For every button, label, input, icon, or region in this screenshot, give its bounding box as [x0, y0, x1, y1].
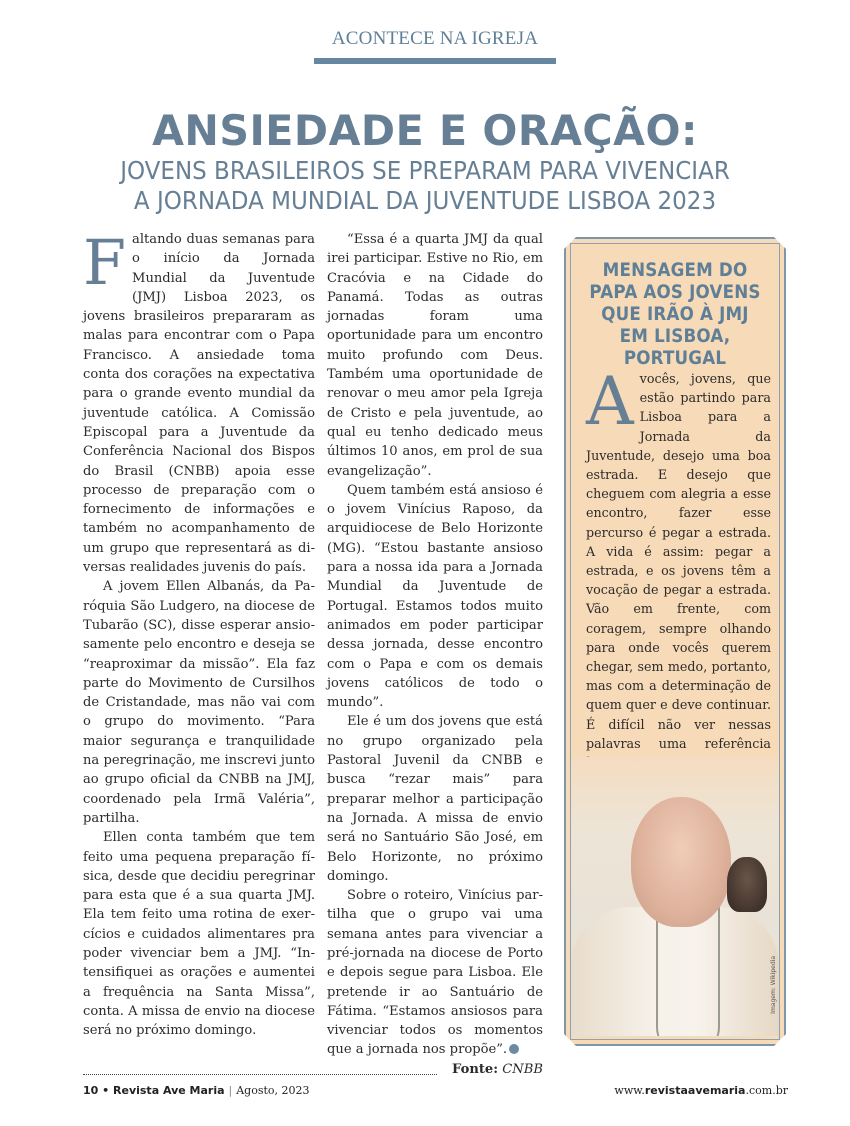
footer-divider [83, 1074, 437, 1075]
source-label: Fonte: [452, 1061, 499, 1077]
photo-face [631, 797, 731, 927]
article-source [327, 1060, 543, 1079]
end-mark-icon [509, 1044, 519, 1054]
article-paragraph [83, 226, 315, 577]
article-subtitle [89, 156, 761, 216]
article-title: ANSIEDADE E ORAÇÃO: [152, 106, 698, 155]
article-column-1 [83, 226, 315, 1040]
article-column-2 [327, 230, 543, 1079]
footer-folio [83, 1084, 310, 1097]
url-prefix: www. [614, 1084, 645, 1097]
pope-message-sidebar [564, 237, 786, 1046]
magazine-name: Revista Ave Maria [113, 1084, 225, 1097]
article-paragraph: Quem também está ansioso é o jovem Vinícius Raposo, da arquidiocese de Belo Horizonte (MG). “Estou bastante ansioso para a nossa ida para a Jornada Mundial da Juventude de Portugal. Estamos todos muito animados em poder participar dessa jornada, desse encontro com o Papa e com os demais jovens católicos de todo o mundo”. [327, 482, 543, 711]
article-paragraph: A jovem Ellen Albanás, da Paróquia São Ludgero, na diocese de Tubarão (SC), disse esperar ansiosamente pelo encontro e deseja se “reaproximar da missão”. Ela faz parte do Movimento de Cursilhos de Cristandade, mas não vai com o grupo do movimento. “Para maior segurança e tranquilidade na peregrinação, me inscrevi junto ao grupo oficial da CNBB na JMJ, coordenado pela Irmã Valéria”, partilha. [83, 579, 315, 826]
sidebar-title: MENSAGEM DO PAPA AOS JOVENS QUE IRÃO À JMJ EM LISBOA, PORTUGAL [589, 259, 761, 369]
article-paragraph: “Essa é a quarta JMJ da qual irei participar. Estive no Rio, em Cracóvia e na Cidade do Panamá. Todas as outras jornadas foram uma oportunidade para um encontro muito profundo com Deus. Também uma oportunidade de renovar o meu amor pela Igreja de Cristo e pela juventude, ao qual eu tenho dedicado meus últimos 10 anos, em prol de sua evangelização”. [327, 232, 543, 479]
website-link[interactable] [614, 1084, 788, 1097]
source-value: CNBB [502, 1061, 543, 1077]
drop-cap: F [83, 226, 127, 299]
page-number: 10 [83, 1084, 99, 1097]
issue-date: Agosto, 2023 [236, 1084, 310, 1097]
subtitle-line-2: A JORNADA MUNDIAL DA JUVENTUDE LISBOA 2023 [133, 186, 717, 215]
section-divider [314, 58, 556, 64]
pope-photo [571, 757, 779, 1036]
url-brand: revistaavemaria [644, 1084, 746, 1097]
pipe-separator: | [228, 1084, 233, 1097]
drop-cap: A [586, 363, 634, 440]
url-suffix: .com.br [745, 1084, 788, 1097]
sidebar-text: vocês, jovens, que estão partindo para Lisboa para a Jornada da Juventude, desejo uma boa estrada. E desejo que cheguem com alegria a esse encontro, fazer esse percurso é pegar a estrada. A vida é assim: pegar a estrada, e os jovens têm a vocação de pegar a estrada. Vão em frente, com coragem, sempre olhando para onde vocês querem chegar, sem medo, portanto, mas com a determinação de quem quer e deve continuar. É difícil não ver nessas palavras uma referência [586, 371, 771, 751]
article-paragraph: Ele é um dos jovens que está no grupo organizado pela Pastoral Juvenil da CNBB e busca “rezar mais” para preparar melhor a participação na Jornada. A missa de envio será no Santuário São José, em Belo Horizonte, no próximo domingo. [327, 714, 543, 884]
bullet-separator: • [98, 1084, 114, 1097]
photo-credit: Imagem: Wikipedia [770, 956, 777, 1014]
paragraph-text: Sobre o roteiro, Vinícius partilha que o grupo vai uma semana antes para vivenciar a pré-jornada na diocese de Porto e depois segue para Lisboa. Ele pretende ir ao Santuário de Fátima. “Estamos ansiosos para vivenciar todos os momentos que a jornada nos propõe”. [327, 888, 543, 1058]
article-paragraph [327, 886, 543, 1060]
paragraph-text: altando duas semanas para o início da Jornada Mundial da Juventude (JMJ) Lisboa 2023, os jovens brasileiros prepararam as malas para encontrar com o Papa Francisco. A ansiedade toma conta dos corações na expectativa para o grande evento mundial da juventude católica. A Comissão Episcopal para a Juventude da Conferência Nacional dos Bispos do Brasil (CNBB) apoia esse processo de preparação com o fornecimento de informações e também no acompanhamento de um grupo que representará as diversas realidades juvenis do país. [83, 232, 315, 576]
section-tag: ACONTECE NA IGREJA [331, 28, 539, 49]
subtitle-line-1: JOVENS BRASILEIROS SE PREPARAM PARA VIVENCIAR [120, 156, 730, 185]
photo-statue [727, 857, 767, 912]
article-paragraph: Ellen conta também que tem feito uma pequena preparação física, desde que decidiu peregrinar para esta que é a sua quarta JMJ. Ela tem feito uma rotina de exercícios e cuidados alimentares pra poder vivenciar bem a JMJ. “Intensifiquei as orações e aumentei a frequência na Santa Missa”, conta. A missa de envio na diocese será no próximo domingo. [83, 830, 315, 1039]
